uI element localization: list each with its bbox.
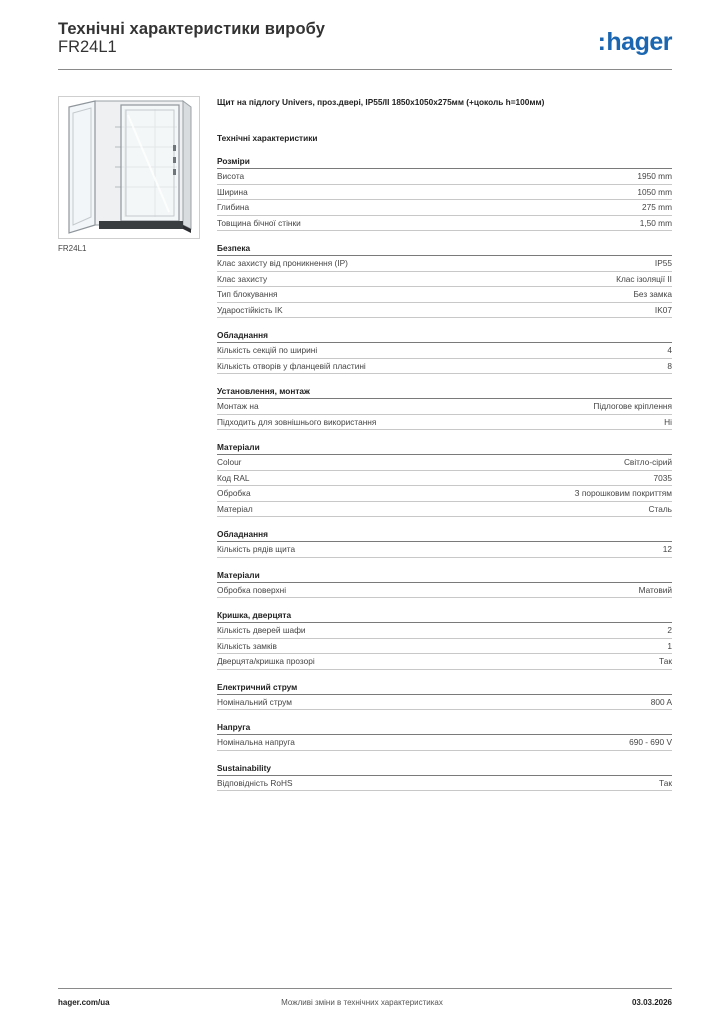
spec-section (217, 154, 672, 231)
spec-value: Так (659, 777, 672, 788)
spec-label: Обробка (217, 488, 251, 499)
spec-value: Без замка (633, 289, 672, 300)
spec-section (217, 527, 672, 558)
section-title: Матеріали (217, 440, 672, 455)
spec-label: Дверцята/кришка прозорі (217, 656, 315, 667)
spec-value: 8 (667, 360, 672, 371)
spec-label: Монтаж на (217, 401, 259, 412)
spec-content (217, 96, 672, 791)
cabinet-illustration (59, 97, 199, 238)
spec-label: Кількість замків (217, 640, 277, 651)
spec-row (217, 735, 672, 751)
spec-label: Глибина (217, 202, 250, 213)
section-title: Безпека (217, 241, 672, 256)
footer-date: 03.03.2026 (631, 998, 672, 1007)
spec-label: Матеріал (217, 503, 253, 514)
spec-label: Код RAL (217, 472, 250, 483)
spec-label: Висота (217, 171, 245, 182)
spec-label: Кількість дверей шафи (217, 625, 306, 636)
spec-label: Номінальний струм (217, 696, 292, 707)
spec-row (217, 471, 672, 487)
spec-value: Ні (664, 416, 672, 427)
spec-heading: Технічні характеристики (217, 133, 318, 143)
spec-section (217, 608, 672, 670)
spec-section (217, 328, 672, 374)
spec-row (217, 542, 672, 558)
section-title: Розміри (217, 154, 672, 169)
spec-row (217, 359, 672, 375)
spec-label: Підходить для зовнішнього використання (217, 416, 377, 427)
spec-row (217, 256, 672, 272)
spec-value: 800 A (650, 696, 672, 707)
logo-text: hager (606, 28, 672, 56)
spec-value: 7035 (653, 472, 672, 483)
section-title: Кришка, дверцята (217, 608, 672, 623)
spec-label: Ударостійкість IK (217, 304, 283, 315)
product-description: Щит на підлогу Univers, проз.двері, IP55/II 1850x1050x275мм (+цоколь h=100мм) (217, 97, 545, 107)
spec-row (217, 623, 672, 639)
section-title: Електричний струм (217, 680, 672, 695)
spec-value: IK07 (654, 304, 672, 315)
footer-website: hager.com/ua (58, 998, 110, 1007)
footer-divider (58, 988, 672, 989)
spec-label: Кількість рядів щита (217, 544, 296, 555)
spec-value: Сталь (648, 503, 672, 514)
spec-section (217, 384, 672, 430)
spec-section (217, 761, 672, 792)
product-code-header: FR24L1 (58, 38, 117, 56)
spec-value: 690 - 690 V (629, 737, 672, 748)
page-title: Технічні характеристики виробу (58, 20, 325, 38)
spec-label: Товщина бічної стінки (217, 217, 301, 228)
spec-row (217, 200, 672, 216)
spec-value: Клас ізоляції II (616, 273, 672, 284)
section-title: Обладнання (217, 527, 672, 542)
product-image-caption: FR24L1 (58, 244, 87, 253)
spec-section (217, 440, 672, 517)
spec-value: 1 (667, 640, 672, 651)
spec-label: Клас захисту (217, 273, 268, 284)
spec-section (217, 680, 672, 711)
spec-value: 1050 mm (637, 186, 672, 197)
spec-row (217, 502, 672, 518)
spec-section (217, 720, 672, 751)
spec-row (217, 583, 672, 599)
spec-section (217, 241, 672, 318)
spec-row (217, 287, 672, 303)
spec-row (217, 216, 672, 232)
spec-row (217, 695, 672, 711)
spec-value: Матовий (638, 584, 672, 595)
footer-notice: Можливі зміни в технічних характеристиках (281, 998, 443, 1007)
spec-value: 4 (667, 345, 672, 356)
spec-value: 1950 mm (637, 171, 672, 182)
spec-row (217, 169, 672, 185)
spec-row (217, 639, 672, 655)
spec-row (217, 343, 672, 359)
hager-logo: :hager (597, 28, 672, 56)
header-divider (58, 69, 672, 70)
section-title: Установлення, монтаж (217, 384, 672, 399)
spec-row (217, 399, 672, 415)
spec-row (217, 776, 672, 792)
spec-row (217, 654, 672, 670)
spec-value: 275 mm (642, 202, 672, 213)
spec-row (217, 303, 672, 319)
spec-label: Клас захисту від проникнення (IP) (217, 258, 348, 269)
spec-row (217, 415, 672, 431)
spec-label: Відповідність RoHS (217, 777, 293, 788)
spec-value: З порошковим покриттям (574, 488, 672, 499)
spec-row (217, 486, 672, 502)
section-title: Sustainability (217, 761, 672, 776)
section-title: Обладнання (217, 328, 672, 343)
spec-label: Тип блокування (217, 289, 278, 300)
spec-row (217, 272, 672, 288)
spec-row (217, 185, 672, 201)
product-image (58, 96, 200, 239)
spec-value: 12 (662, 544, 672, 555)
spec-value: Підлогове кріплення (593, 401, 672, 412)
section-title: Матеріали (217, 568, 672, 583)
spec-label: Кількість секцій по ширині (217, 345, 318, 356)
section-title: Напруга (217, 720, 672, 735)
spec-value: 1,50 mm (639, 217, 672, 228)
spec-value: Так (659, 656, 672, 667)
spec-value: Світло-сірий (623, 457, 672, 468)
spec-label: Обробка поверхні (217, 584, 287, 595)
spec-label: Colour (217, 457, 242, 468)
spec-value: 2 (667, 625, 672, 636)
spec-row (217, 455, 672, 471)
spec-label: Кількість отворів у фланцевій пластині (217, 360, 366, 371)
spec-value: IP55 (654, 258, 672, 269)
spec-label: Номінальна напруга (217, 737, 295, 748)
spec-label: Ширина (217, 186, 248, 197)
spec-section (217, 568, 672, 599)
spec-sections (217, 154, 672, 791)
